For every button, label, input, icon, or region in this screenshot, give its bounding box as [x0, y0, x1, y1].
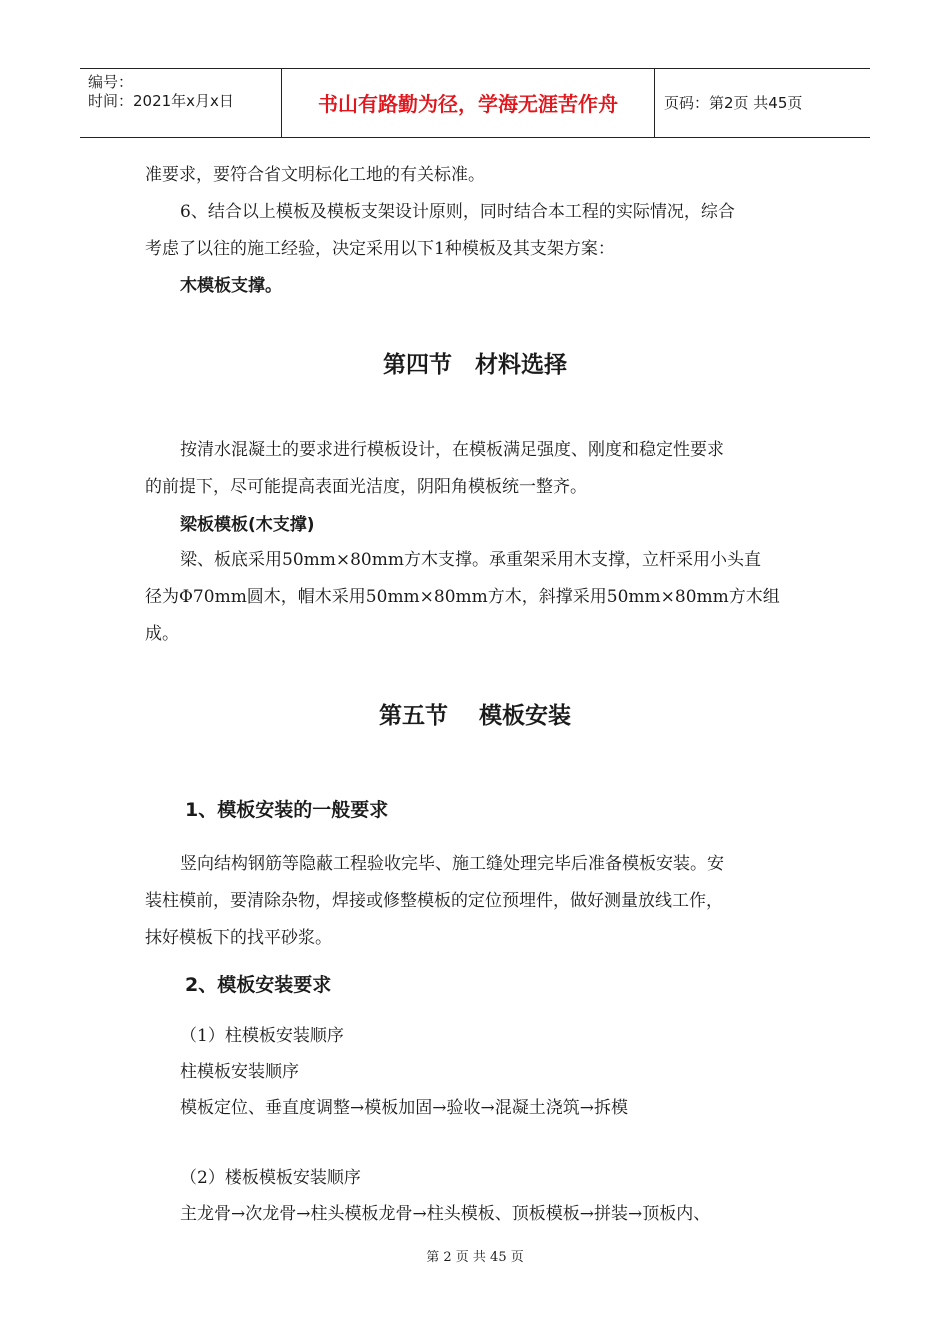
subsection-2-title: 2、模板安装要求 — [185, 974, 332, 996]
paragraph-install-line3: 抹好模板下的找平砂浆。 — [145, 928, 332, 948]
item-1-steps: 模板定位、垂直度调整→模板加固→验收→混凝土浇筑→拆模 — [180, 1098, 628, 1118]
paragraph-continued: 准要求，要符合省文明标化工地的有关标准。 — [145, 165, 485, 185]
section-4-title: 第四节 材料选择 — [383, 352, 567, 378]
header-divider — [654, 69, 655, 137]
item-1-label: （1）柱模板安装顺序 — [180, 1026, 344, 1046]
paragraph-beam-line3: 成。 — [145, 624, 179, 644]
paragraph-6-line1: 6、结合以上模板及模板支架设计原则，同时结合本工程的实际情况，综合 — [180, 202, 735, 222]
paragraph-beam-line2: 径为Φ70mm圆木，帽木采用50mm×80mm方木，斜撑采用50mm×80mm方木组 — [145, 587, 780, 607]
paragraph-materials-line1: 按清水混凝土的要求进行模板设计，在模板满足强度、刚度和稳定性要求 — [180, 440, 724, 460]
paragraph-beam-line1: 梁、板底采用50mm×80mm方木支撑。承重架采用木支撑，立杆采用小头直 — [180, 550, 761, 570]
beam-slab-heading: 梁板模板(木支撑) — [180, 515, 315, 535]
item-1-title: 柱模板安装顺序 — [180, 1062, 299, 1082]
header-meta — [88, 73, 234, 111]
item-2-steps: 主龙骨→次龙骨→柱头模板龙骨→柱头模板、顶板模板→拼装→顶板内、 — [180, 1204, 711, 1224]
header-motto: 书山有路勤为径，学海无涯苦作舟 — [318, 92, 618, 116]
paragraph-install-line2: 装柱模前，要清除杂物，焊接或修整模板的定位预埋件，做好测量放线工作， — [145, 891, 723, 911]
page-footer: 第 2 页 共 45 页 — [426, 1250, 524, 1265]
scheme-conclusion: 木模板支撑。 — [180, 276, 282, 296]
subsection-1-title: 1、模板安装的一般要求 — [185, 799, 389, 821]
document-header — [80, 68, 870, 138]
paragraph-install-line1: 竖向结构钢筋等隐蔽工程验收完毕、施工缝处理完毕后准备模板安装。安 — [180, 854, 724, 874]
header-time: 时间：2021年x月x日 — [88, 92, 234, 110]
header-page-info: 页码：第2页 共45页 — [664, 94, 803, 112]
item-2-label: （2）楼板模板安装顺序 — [180, 1168, 361, 1188]
section-5-title: 第五节 模板安装 — [378, 703, 571, 729]
header-number: 编号： — [88, 73, 134, 91]
paragraph-materials-line2: 的前提下，尽可能提高表面光洁度，阴阳角模板统一整齐。 — [145, 477, 587, 497]
paragraph-6-line2: 考虑了以往的施工经验，决定采用以下1种模板及其支架方案： — [145, 239, 615, 259]
